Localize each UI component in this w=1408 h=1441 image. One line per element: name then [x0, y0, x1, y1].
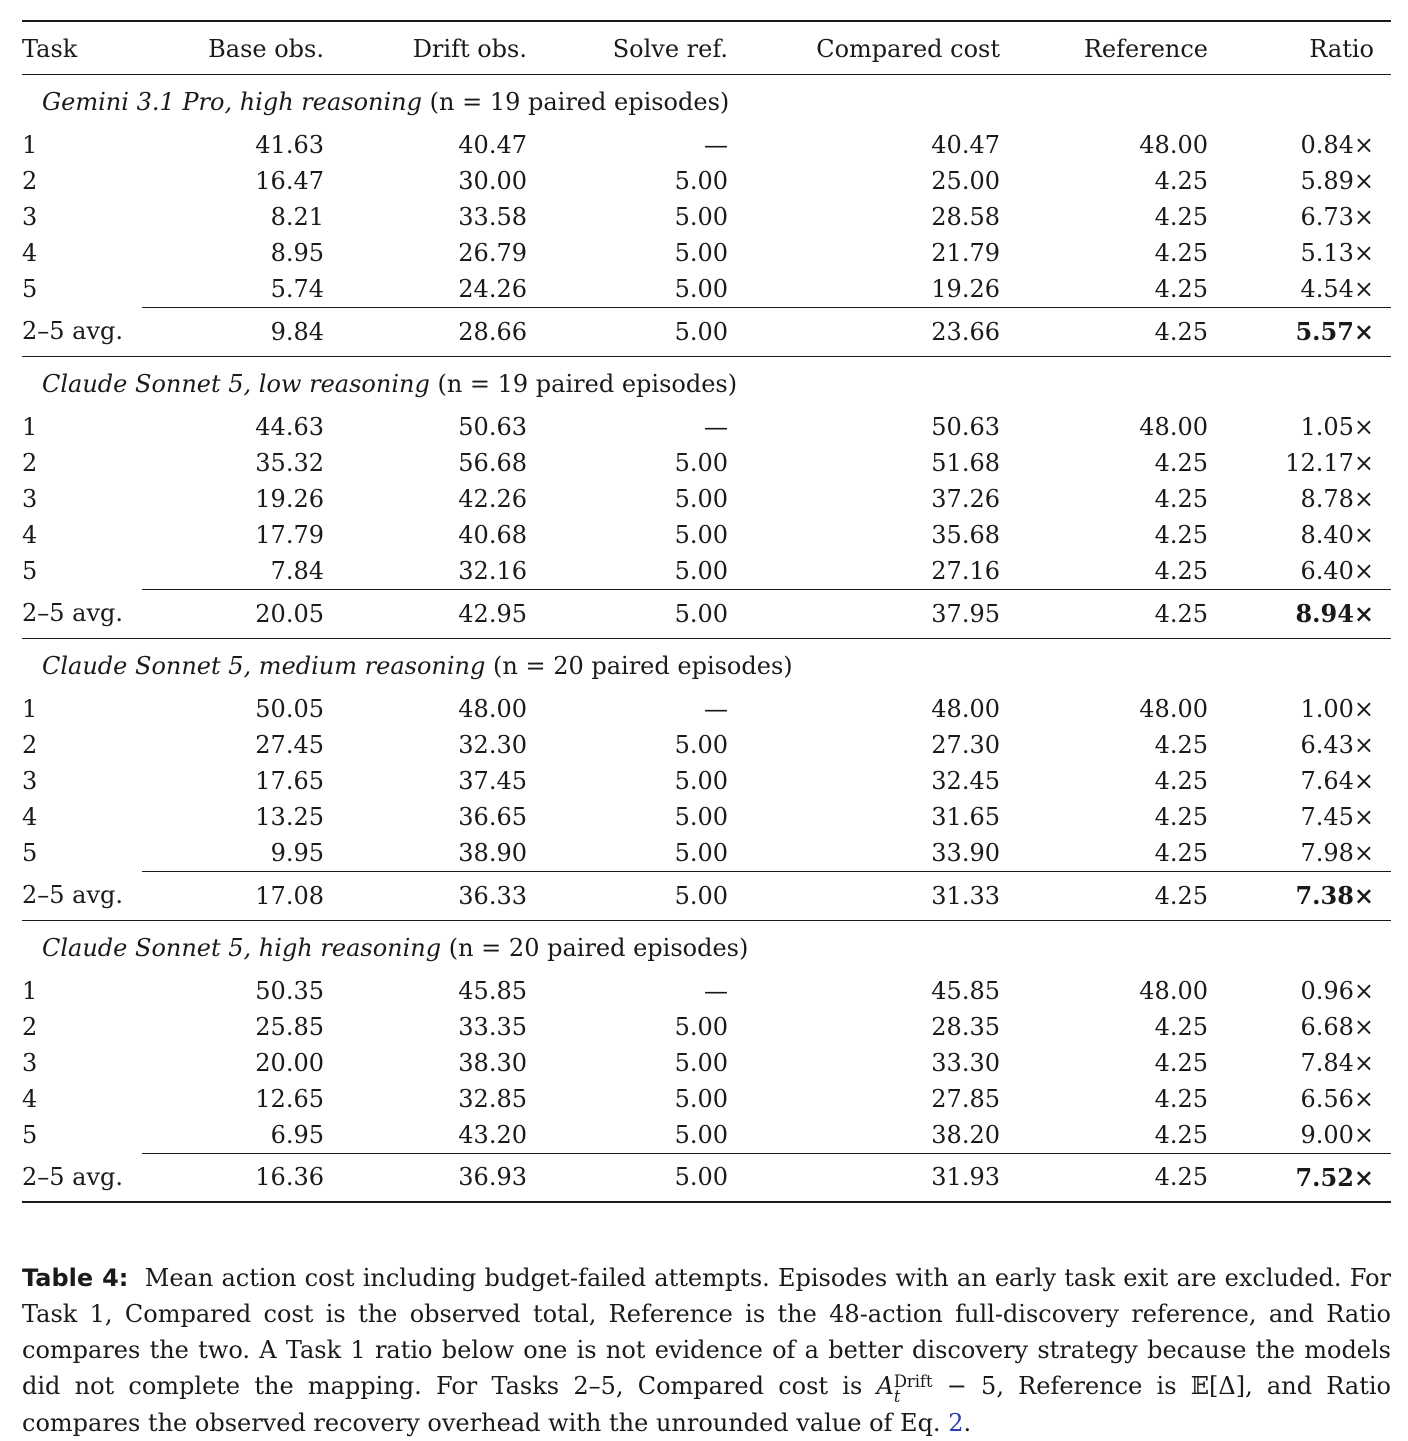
header-compared-cost: Compared cost [728, 21, 1000, 74]
cell-ratio: 12.17× [1285, 449, 1374, 477]
cell-drift-obs: 43.20 [458, 1120, 527, 1149]
cell-task: 3 [22, 485, 38, 513]
group-episode-count: (n = 20 paired episodes) [493, 651, 793, 680]
table-body [22, 74, 1391, 1202]
cell-ratio: 5.89× [1300, 167, 1374, 195]
header-base-obs: Base obs. [142, 21, 324, 74]
cell-compared-cost: 33.30 [931, 1049, 1000, 1077]
cell-ratio: 8.40× [1300, 521, 1374, 549]
cell-solve-ref: 5.00 [674, 485, 728, 513]
avg-cell-task: 2–5 avg. [22, 599, 124, 628]
cell-solve-ref: 5.00 [674, 521, 728, 549]
cell-compared-cost: 40.47 [931, 131, 1000, 159]
cell-solve-ref: 5.00 [674, 1120, 728, 1149]
table-caption [22, 1260, 1391, 1441]
cell-drift-obs: 32.85 [458, 1085, 527, 1113]
cell-solve-ref: — [704, 695, 728, 723]
cell-compared-cost: 19.26 [931, 274, 1000, 303]
avg-cell-ratio: 5.57× [1208, 307, 1391, 356]
avg-cell-drift-obs: 36.93 [324, 1153, 527, 1202]
cell-base-obs: 7.84 [270, 556, 324, 585]
cell-reference: 4.25 [1154, 167, 1208, 195]
caption-label: Table 4: [22, 1264, 129, 1292]
cell-task: 2 [22, 731, 38, 759]
cell-solve-ref: 5.00 [674, 203, 728, 231]
cell-solve-ref: 5.00 [674, 838, 728, 867]
cell-base-obs: 25.85 [255, 1013, 324, 1041]
cell-task: 4 [22, 803, 38, 831]
cell-drift-obs: 45.85 [458, 977, 527, 1005]
table-row [22, 517, 1391, 553]
avg-cell-reference: 4.25 [1000, 1153, 1208, 1202]
table-row [22, 1009, 1391, 1045]
cell-task: 3 [22, 203, 38, 231]
cell-compared-cost: 50.63 [931, 413, 1000, 441]
results-table [22, 20, 1391, 1203]
avg-cell-base-obs: 9.84 [142, 307, 324, 356]
cell-reference: 4.25 [1154, 767, 1208, 795]
cell-solve-ref: 5.00 [674, 274, 728, 303]
cell-drift-obs: 38.90 [458, 838, 527, 867]
cell-base-obs: 17.79 [255, 521, 324, 549]
avg-cell-compared-cost: 31.93 [728, 1153, 1000, 1202]
cell-compared-cost: 27.85 [931, 1085, 1000, 1113]
table-row [22, 799, 1391, 835]
avg-cell-reference: 4.25 [1000, 307, 1208, 356]
caption-end: . [963, 1408, 972, 1437]
cell-reference: 4.25 [1154, 1013, 1208, 1041]
avg-cell-task: 2–5 avg. [22, 881, 124, 910]
cell-base-obs: 8.21 [270, 203, 324, 231]
cell-reference: 4.25 [1154, 449, 1208, 477]
table-row [22, 235, 1391, 271]
group-header-row [22, 356, 1391, 409]
cell-ratio: 1.05× [1300, 413, 1374, 441]
cell-base-obs: 41.63 [255, 131, 324, 159]
cell-task: 4 [22, 1085, 38, 1113]
cell-task: 2 [22, 1013, 38, 1041]
group-header-row [22, 920, 1391, 973]
cell-ratio: 6.43× [1300, 731, 1374, 759]
cell-drift-obs: 33.35 [458, 1013, 527, 1041]
avg-cell-solve-ref: 5.00 [527, 1153, 728, 1202]
cell-base-obs: 35.32 [255, 449, 324, 477]
cell-drift-obs: 32.30 [458, 731, 527, 759]
header-task: Task [22, 21, 142, 74]
avg-cell-reference: 4.25 [1000, 589, 1208, 638]
caption-text-2: − 5, Reference is 𝔼[Δ], and Ratio compares the observed recovery overhead with the unrounded value of Eq. [22, 1372, 1391, 1437]
cell-solve-ref: 5.00 [674, 167, 728, 195]
group-episode-count: (n = 19 paired episodes) [429, 87, 730, 116]
cell-base-obs: 44.63 [255, 413, 324, 441]
cell-compared-cost: 25.00 [931, 167, 1000, 195]
caption-math [876, 1371, 933, 1407]
cell-reference: 4.25 [1154, 521, 1208, 549]
cell-ratio: 7.64× [1300, 767, 1374, 795]
cell-solve-ref: 5.00 [674, 731, 728, 759]
cell-ratio: 1.00× [1300, 695, 1374, 723]
cell-base-obs: 20.00 [255, 1049, 324, 1077]
table-row [22, 481, 1391, 517]
cell-base-obs: 50.05 [255, 695, 324, 723]
cell-drift-obs: 30.00 [458, 167, 527, 195]
cell-drift-obs: 37.45 [458, 767, 527, 795]
caption-text-1: Mean action cost including budget-failed attempts. Episodes with an early task exit are excluded. For Task 1, Compared cost is the observed total, Reference is the 48-action full-discovery reference, and Ratio compares the two. A Task 1 ratio below one is not evidence of a better discovery strategy because the models did not complete the mapping. For Tasks 2–5, Compared cost is [22, 1264, 1391, 1400]
table-row [22, 973, 1391, 1009]
cell-compared-cost: 51.68 [931, 449, 1000, 477]
avg-cell-base-obs: 16.36 [142, 1153, 324, 1202]
cell-solve-ref: 5.00 [674, 1013, 728, 1041]
cell-solve-ref: — [704, 131, 728, 159]
cell-reference: 4.25 [1154, 803, 1208, 831]
cell-task: 5 [22, 557, 38, 585]
header-solve-ref: Solve ref. [527, 21, 728, 74]
table-row [22, 691, 1391, 727]
avg-cell-solve-ref: 5.00 [527, 871, 728, 920]
cell-reference: 4.25 [1154, 203, 1208, 231]
cell-drift-obs: 24.26 [458, 274, 527, 303]
cell-solve-ref: 5.00 [674, 449, 728, 477]
group-title [22, 74, 1391, 127]
table-row [22, 271, 1391, 307]
cell-compared-cost: 32.45 [931, 767, 1000, 795]
table-row [22, 445, 1391, 481]
table-row [22, 727, 1391, 763]
cell-reference: 4.25 [1154, 274, 1208, 303]
group-model-name: Gemini 3.1 Pro, high reasoning [42, 87, 422, 116]
cell-compared-cost: 27.16 [931, 556, 1000, 585]
avg-cell-compared-cost: 37.95 [728, 589, 1000, 638]
group-episode-count: (n = 20 paired episodes) [448, 933, 749, 962]
cell-drift-obs: 26.79 [458, 239, 527, 267]
cell-ratio: 6.40× [1300, 556, 1374, 585]
cell-reference: 4.25 [1154, 485, 1208, 513]
table-row [22, 127, 1391, 163]
avg-cell-base-obs: 20.05 [142, 589, 324, 638]
cell-reference: 4.25 [1154, 838, 1208, 867]
cell-drift-obs: 33.58 [458, 203, 527, 231]
cell-solve-ref: 5.00 [674, 556, 728, 585]
table-row [22, 1117, 1391, 1153]
cell-ratio: 4.54× [1300, 274, 1374, 303]
cell-compared-cost: 27.30 [931, 731, 1000, 759]
cell-compared-cost: 28.58 [931, 203, 1000, 231]
cell-reference: 4.25 [1154, 731, 1208, 759]
avg-cell-drift-obs: 28.66 [324, 307, 527, 356]
cell-task: 5 [22, 839, 38, 867]
average-row [22, 589, 1391, 638]
math-sup: Drift [893, 1371, 933, 1391]
cell-compared-cost: 38.20 [931, 1120, 1000, 1149]
avg-cell-drift-obs: 42.95 [324, 589, 527, 638]
cell-task: 2 [22, 167, 38, 195]
cell-solve-ref: — [704, 413, 728, 441]
cell-base-obs: 5.74 [270, 274, 324, 303]
cell-task: 2 [22, 449, 38, 477]
cell-drift-obs: 42.26 [458, 485, 527, 513]
cell-task: 1 [22, 131, 38, 159]
cell-ratio: 5.13× [1300, 239, 1374, 267]
cell-drift-obs: 32.16 [458, 556, 527, 585]
avg-cell-compared-cost: 31.33 [728, 871, 1000, 920]
cell-base-obs: 6.95 [270, 1120, 324, 1149]
cell-reference: 4.25 [1154, 239, 1208, 267]
group-title [22, 356, 1391, 409]
cell-ratio: 9.00× [1300, 1120, 1374, 1149]
cell-drift-obs: 36.65 [458, 803, 527, 831]
cell-compared-cost: 21.79 [931, 239, 1000, 267]
group-model-name: Claude Sonnet 5, low reasoning [42, 369, 430, 398]
cell-task: 1 [22, 413, 38, 441]
avg-cell-solve-ref: 5.00 [527, 307, 728, 356]
avg-cell-drift-obs: 36.33 [324, 871, 527, 920]
cell-ratio: 6.68× [1300, 1013, 1374, 1041]
cell-reference: 48.00 [1139, 695, 1208, 723]
cell-solve-ref: 5.00 [674, 239, 728, 267]
cell-task: 1 [22, 695, 38, 723]
cell-compared-cost: 45.85 [931, 977, 1000, 1005]
cell-task: 3 [22, 1049, 38, 1077]
header-row [22, 21, 1391, 74]
avg-cell-reference: 4.25 [1000, 871, 1208, 920]
cell-task: 5 [22, 1121, 38, 1149]
average-row [22, 1153, 1391, 1202]
header-drift-obs: Drift obs. [324, 21, 527, 74]
table-row [22, 1081, 1391, 1117]
math-sub: t [893, 1387, 901, 1407]
cell-ratio: 0.84× [1300, 131, 1374, 159]
cell-task: 4 [22, 521, 38, 549]
cell-ratio: 8.78× [1300, 485, 1374, 513]
cell-reference: 4.25 [1154, 556, 1208, 585]
group-header-row [22, 74, 1391, 127]
avg-cell-task: 2–5 avg. [22, 1153, 142, 1202]
cell-compared-cost: 35.68 [931, 521, 1000, 549]
cell-reference: 48.00 [1139, 413, 1208, 441]
avg-cell-solve-ref: 5.00 [527, 589, 728, 638]
equation-ref-link[interactable]: 2 [948, 1408, 964, 1437]
cell-base-obs: 50.35 [255, 977, 324, 1005]
cell-reference: 4.25 [1154, 1049, 1208, 1077]
cell-reference: 48.00 [1139, 131, 1208, 159]
cell-task: 5 [22, 275, 38, 303]
cell-ratio: 7.84× [1300, 1049, 1374, 1077]
cell-base-obs: 13.25 [255, 803, 324, 831]
cell-task: 1 [22, 977, 38, 1005]
group-model-name: Claude Sonnet 5, high reasoning [42, 933, 442, 962]
cell-drift-obs: 40.68 [458, 521, 527, 549]
math-base: A [876, 1372, 894, 1400]
table-row [22, 835, 1391, 871]
avg-cell-ratio: 7.38× [1208, 871, 1391, 920]
cell-compared-cost: 48.00 [931, 695, 1000, 723]
cell-solve-ref: 5.00 [674, 1085, 728, 1113]
cell-compared-cost: 37.26 [931, 485, 1000, 513]
cell-base-obs: 16.47 [255, 167, 324, 195]
header-ratio: Ratio [1208, 21, 1391, 74]
cell-ratio: 7.98× [1300, 838, 1374, 867]
avg-cell-task: 2–5 avg. [22, 317, 124, 346]
cell-base-obs: 12.65 [255, 1085, 324, 1113]
group-title [22, 920, 1391, 973]
cell-drift-obs: 48.00 [458, 695, 527, 723]
cell-drift-obs: 40.47 [458, 131, 527, 159]
group-model-name: Claude Sonnet 5, medium reasoning [42, 651, 486, 680]
cell-ratio: 7.45× [1300, 803, 1374, 831]
header-reference: Reference [1000, 21, 1208, 74]
cell-task: 4 [22, 239, 38, 267]
cell-solve-ref: — [704, 977, 728, 1005]
group-header-row [22, 638, 1391, 691]
cell-ratio: 0.96× [1300, 977, 1374, 1005]
cell-drift-obs: 56.68 [458, 449, 527, 477]
group-episode-count: (n = 19 paired episodes) [437, 369, 738, 398]
cell-base-obs: 27.45 [255, 731, 324, 759]
avg-cell-base-obs: 17.08 [142, 871, 324, 920]
cell-compared-cost: 31.65 [931, 803, 1000, 831]
cell-reference: 48.00 [1139, 977, 1208, 1005]
table-row [22, 409, 1391, 445]
cell-base-obs: 19.26 [255, 485, 324, 513]
avg-cell-ratio: 8.94× [1208, 589, 1391, 638]
table-row [22, 763, 1391, 799]
cell-base-obs: 8.95 [270, 239, 324, 267]
cell-task: 3 [22, 767, 38, 795]
cell-drift-obs: 38.30 [458, 1049, 527, 1077]
cell-compared-cost: 28.35 [931, 1013, 1000, 1041]
cell-solve-ref: 5.00 [674, 767, 728, 795]
cell-base-obs: 9.95 [270, 838, 324, 867]
average-row [22, 871, 1391, 920]
cell-ratio: 6.73× [1300, 203, 1374, 231]
cell-drift-obs: 50.63 [458, 413, 527, 441]
table-row [22, 199, 1391, 235]
cell-reference: 4.25 [1154, 1120, 1208, 1149]
cell-ratio: 6.56× [1300, 1085, 1374, 1113]
cell-base-obs: 17.65 [255, 767, 324, 795]
table-row [22, 553, 1391, 589]
group-title [22, 638, 1391, 691]
table-row [22, 163, 1391, 199]
cell-compared-cost: 33.90 [931, 838, 1000, 867]
avg-cell-compared-cost: 23.66 [728, 307, 1000, 356]
avg-cell-ratio: 7.52× [1208, 1153, 1391, 1202]
average-row [22, 307, 1391, 356]
cell-reference: 4.25 [1154, 1085, 1208, 1113]
cell-solve-ref: 5.00 [674, 803, 728, 831]
table-row [22, 1045, 1391, 1081]
cell-solve-ref: 5.00 [674, 1049, 728, 1077]
